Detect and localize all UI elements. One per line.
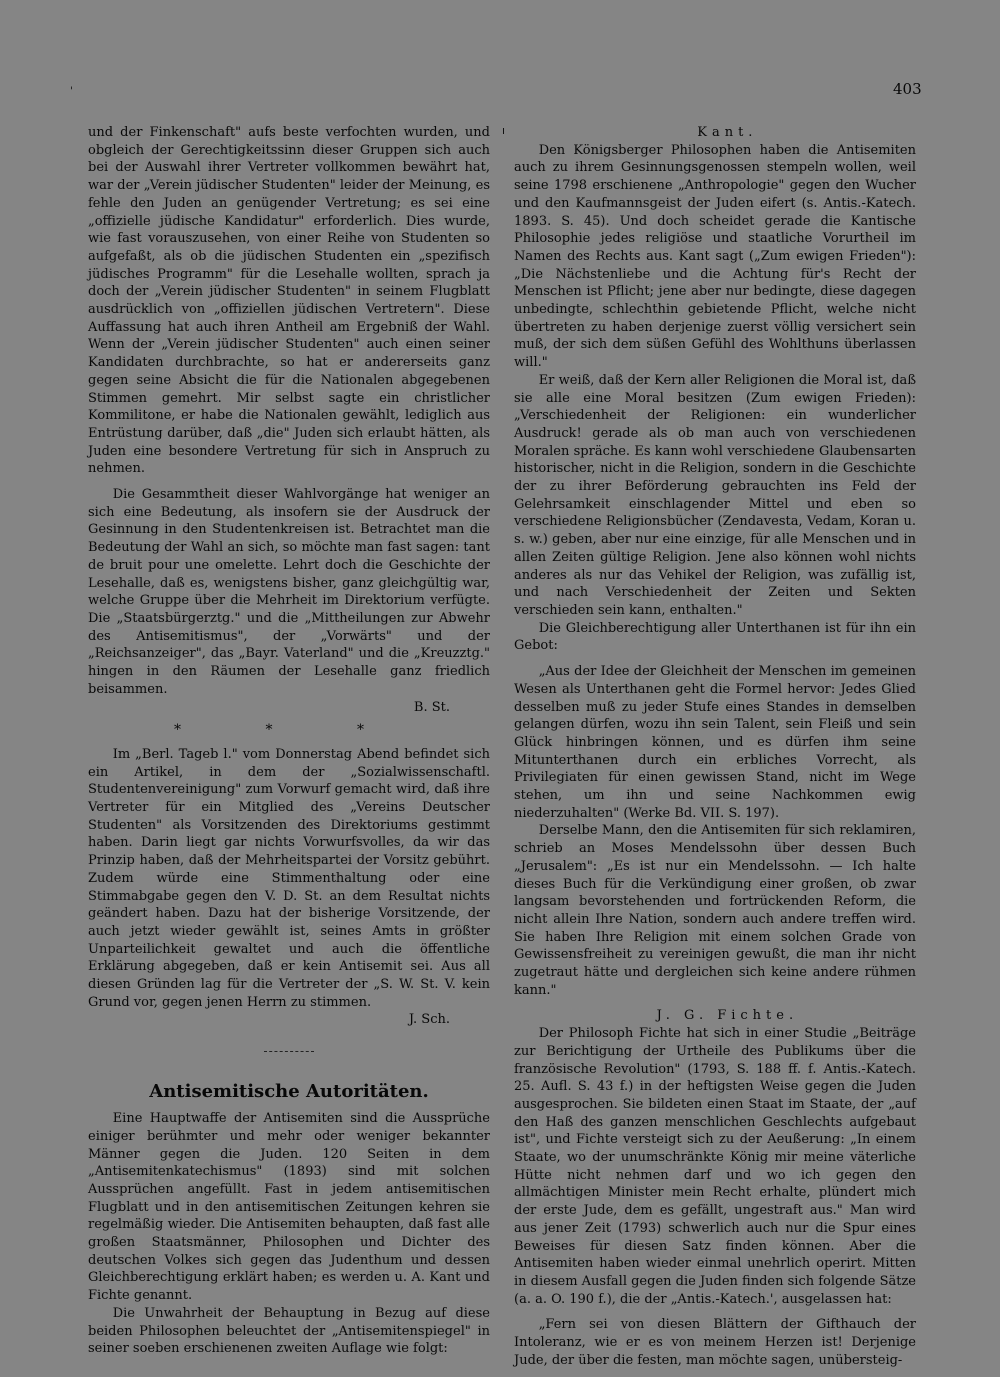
signature: B. St. xyxy=(413,699,450,715)
margin-mark: ' xyxy=(70,86,73,97)
right-column xyxy=(514,124,916,1370)
paragraph: Im „Berl. Tageb l." vom Donnerstag Abend befindet sich ein Artikel, in dem der „Sozialwissenschaftl. Studentenvereinigung" zum Vorwurf gemacht wird, daß ihre Vertreter für ein Mitglied des „Vereins Deutscher Studenten" als Vorsitzenden des Direktoriums gestimmt haben. Darin liegt gar nichts Vorwurfsvolles, da wir das Prinzip haben, daß der Mehrheitspartei der Vorsitz gebührt. Zudem würde eine Stimmenthaltung oder eine Stimmabgabe gegen den V. D. St. an dem Resultat nichts geändert haben. Dazu hat der bisherige Vorsitzende, der auch jetzt wieder gewählt ist, seines Amts in größter Unparteilichkeit gewaltet und auch die öffentliche Erklärung abgegeben, daß er kein Antisemit sei. Aus all diesen Gründen lag für die Vertreter der „S. W. St. V. kein Grund vor, gegen jenen Herrn zu stimmen. xyxy=(88,746,490,1010)
paragraph: Die Gleichberechtigung aller Unterthanen ist für ihn ein Gebot: xyxy=(514,620,916,654)
left-column xyxy=(88,124,490,1358)
page-number: 403 xyxy=(893,80,922,98)
signature: J. Sch. xyxy=(408,1012,450,1028)
section-separator: * * * xyxy=(174,722,404,739)
paragraph: und der Finkenschaft" aufs beste verfochten wurden, und obgleich der Gerechtigkeitssinn dieser Gruppen sich auch bei der Auswahl ihrer Vertreter vollkommen bewährt hat, war der „Verein jüdischer Studenten" leider der Meinung, es fehle den Juden an genügender Vertretung; es sei eine „offizielle jüdische Kandidatur" erforderlich. Dies wurde, wie fast vorauszusehen, von einer Reihe von Studenten so aufgefaßt, als ob die jüdischen Studenten ein „spezifisch jüdisches Programm" für die Lesehalle wollten, sprach ja doch der „Verein jüdischer Studenten" in seinem Flugblatt ausdrücklich von „offiziellen jüdischen Vertretern". Diese Auffassung hat auch ihren Antheil am Ergebniß der Wahl. Wenn der „Verein jüdischer Studenten" auch einen seiner Kandidaten durchbrachte, so hat er andererseits ganz gegen seine Absicht die für die Nationalen abgegebenen Stimmen gemehrt. Mir selbst sagte ein christlicher Kommilitone, er habe die Nationalen gewählt, lediglich aus Entrüstung darüber, daß „die" Juden sich erlaubt hätten, als Juden eine besondere Vertretung für sich in Anspruch zu nehmen. xyxy=(88,125,490,477)
paragraph: Die Gesammtheit dieser Wahlvorgänge hat weniger an sich eine Bedeutung, als insofern sie der Ausdruck der Gesinnung in den Studentenkreisen ist. Betrachtet man die Bedeutung der Wahl an sich, so möchte man fast sagen: tant de bruit pour une omelette. Lehrt doch die Geschichte der Lesehalle, daß es, wenigstens bisher, ganz gleichgültig war, welche Gruppe über die Mehrheit im Direktorium verfügte. Die „Staatsbürgerztg." und die „Mittheilungen zur Abwehr des Antisemitismus", der „Vorwärts" und der „Reichsanzeiger", das „Bayr. Vaterland" und die „Kreuzztg." hingen in den Räumen der Lesehalle ganz friedlich beisammen. xyxy=(88,487,490,697)
subheading-fichte: J. G. Fichte. xyxy=(656,1008,799,1024)
quote-text: „Fern sei von diesen Blättern der Gifthauch der Intoleranz, wie er es von meinem Herzen ist! Derjenige Jude, der über die festen, man möchte sagen, unübersteig- xyxy=(514,1317,916,1368)
quote-text: „Aus der Idee der Gleichheit der Menschen im gemeinen Wesen als Unterthanen geht die Formel hervor: Jedes Glied desselben muß zu jeder Stufe eines Standes in demselben gelangen dürfen, wozu ihn sein Talent, sein Fleiß und sein Glück hinbringen können, und es dürfen ihm seine Mitunterthanen durch ein erbliches Vorrecht, als Privilegiaten für einen gewissen Stand, nicht im Wege stehen, um ihn und seine Nachkommen ewig niederzuhalten" (Werke Bd. VII. S. 197). xyxy=(514,664,916,821)
section-heading: Antisemitische Autoritäten. xyxy=(149,1081,429,1103)
paragraph: Die Unwahrheit der Behauptung in Bezug auf diese beiden Philosophen beleuchtet der „Antisemitenspiegel" in seiner soeben erschienenen zweiten Auflage wie folgt: xyxy=(88,1305,490,1357)
column-rule xyxy=(503,128,504,134)
paragraph: Eine Hauptwaffe der Antisemiten sind die Aussprüche einiger berühmter und mehr oder weniger bekannter Männer gegen die Juden. 120 Seiten in dem „Antisemitenkatechismus" (1893) sind mit solchen Aussprüchen angefüllt. Fast in jedem antisemitischen Flugblatt und in den antisemitischen Zeitungen kehren sie regelmäßig wieder. Die Antisemiten behaupten, daß fast alle großen Staatsmänner, Philosophen und Dichter des deutschen Volkes sich gegen das Judenthum und dessen Gleichberechtigung erklärt haben; es werden u. A. Kant und Fichte genannt. xyxy=(88,1111,490,1304)
paragraph: Den Königsberger Philosophen haben die Antisemiten auch zu ihrem Gesinnungsgenossen stempeln wollen, weil seine 1798 erschienene „Anthropologie" gegen den Wucher und den Kaufmannsgeist der Juden eifert (s. Antis.-Katech. 1893. S. 45). Und doch scheidet gerade die Kantische Philosophie jedes religiöse und staatliche Vorurtheil im Namen des Rechts aus. Kant sagt („Zum ewigen Frieden"): „Die Nächstenliebe und die Achtung für's Recht der Menschen ist Pflicht; jene aber nur bedingte, diese dagegen unbedingte, schlechthin gebietende Pflicht, welche nicht übertreten zu haben derjenige zuerst völlig versichert sein muß, der sich dem süßen Gefühl des Wohlthuns überlassen will." xyxy=(514,142,916,371)
divider-rule xyxy=(264,1051,314,1054)
block-quote xyxy=(514,663,916,822)
subheading-kant: Kant. xyxy=(697,125,758,140)
paragraph: Er weiß, daß der Kern aller Religionen die Moral ist, daß sie alle eine Moral besitzen (Zum ewigen Frieden): „Verschiedenheit der Religionen: ein wunderlicher Ausdruck! gerade als ob man auch von verschiedenen Moralen spräche. Es kann wohl verschiedene Glaubensarten historischer, nicht in die Religion, sondern in die Geschichte der zu ihrer Beförderung gebrauchten ins Feld der Gelehrsamkeit einschlagender Mittel und eben so verschiedene Religionsbücher (Zendavesta, Vedam, Koran u. s. w.) geben, aber nur eine einzige, für alle Menschen und in allen Zeiten gültige Religion. Jene also können wohl nichts anderes als nur das Vehikel der Religion, was zufällig ist, und nach Verschiedenheit der Zeiten und Sekten verschieden sein kann, enthalten." xyxy=(514,372,916,618)
paragraph: Der Philosoph Fichte hat sich in einer Studie „Beiträge zur Berichtigung der Urtheile des Publikums über die französische Revolution" (1793, S. 188 ff. f. Antis.-Katech. 25. Aufl. S. 43 f.) in der heftigsten Weise gegen die Juden ausgesprochen. Sie bildeten einen Staat im Staate, der „auf den Haß des ganzen menschlichen Geschlechts aufgebaut ist", und Fichte versteigt sich zu der Aeußerung: „In einem Staate, wo der unumschränkte König mir meine väterliche Hütte nicht nehmen darf und wo ich gegen den allmächtigen Minister mein Recht erhalte, plündert mich der erste Jude, dem es gefällt, ungestraft aus." Man wird aus jener Zeit (1793) schwerlich auch nur die Spur eines Beweises für diesen Satz finden können. Aber die Antisemiten haben wieder einmal unehrlich operirt. Mitten in diesem Ausfall gegen die Juden finden sich folgende Sätze (a. a. O. 190 f.), die der „Antis.-Katech.', ausgelassen hat: xyxy=(514,1026,916,1307)
paragraph: Derselbe Mann, den die Antisemiten für sich reklamiren, schrieb an Moses Mendelssohn über dessen Buch „Jerusalem": „Es ist nur ein Mendelssohn. — Ich halte dieses Buch für die Verkündigung einer großen, ob zwar langsam bevorstehenden und fortrückenden Reform, die nicht allein Ihre Nation, sondern auch andere treffen wird. Sie haben Ihre Religion mit einem solchen Grade von Gewissensfreiheit zu vereinigen gewußt, die man ihr nicht zugetraut hätte und dergleichen sich keine andere rühmen kann." xyxy=(514,823,916,998)
